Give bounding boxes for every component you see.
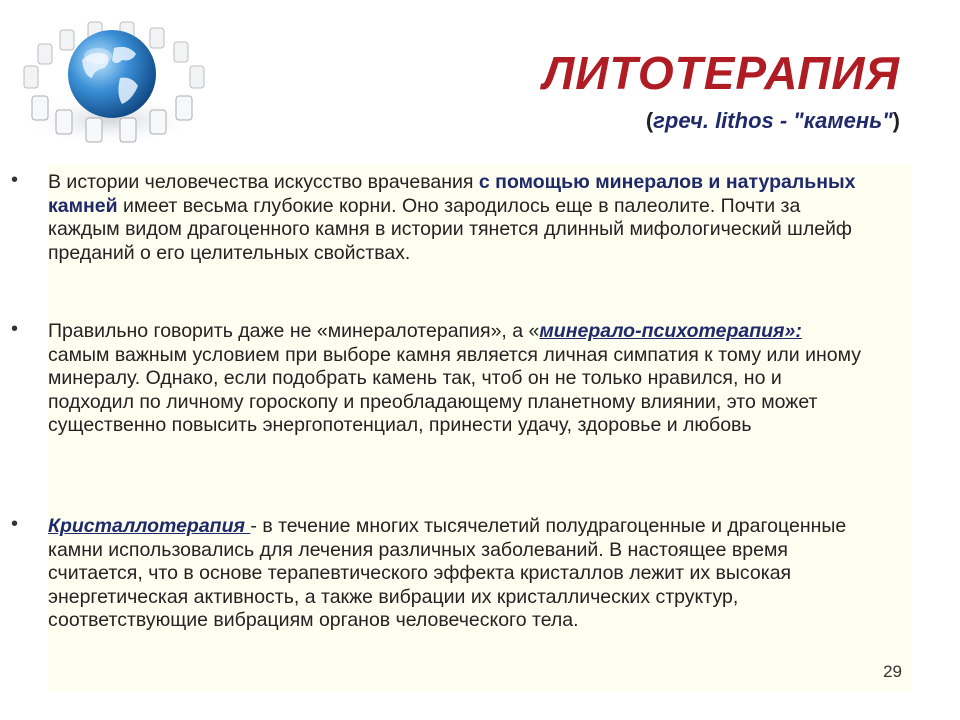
bullet-text: самым важным условием при выборе камня является личная симпатия к тому или иному минералу. Однако, если подобрать камень так, чтоб он не только нравился, но и подходил по личному гороскопу и преобладающему планетному влиянии, это может существенно повысить энергопотенциал, принести удачу, здоровье и любовь	[48, 343, 861, 436]
bullet-item	[11, 318, 868, 438]
bullet-item	[11, 513, 868, 633]
bullet-dot-icon: •	[11, 318, 19, 340]
bullet-highlight: с помощью минералов и натуральных камней	[48, 171, 856, 217]
subtitle-text: греч. lithos - "камень"	[653, 108, 893, 133]
globe-chairs-logo-icon	[10, 8, 215, 148]
bullet-text: имеет весьма глубокие корни. Оно зародилось еще в палеолите. Почти за каждым видом драгоценного камня в истории тянется длинный мифологический шлейф преданий о его целительных свойствах.	[48, 194, 852, 264]
page-number: 29	[883, 662, 902, 681]
crystal-therapy-link[interactable]: Кристаллотерапия	[48, 515, 251, 537]
slide-title: ЛИТОТЕРАПИЯ	[542, 47, 900, 99]
bullet-text: В истории человечества искусство врачевания	[48, 171, 479, 193]
subtitle-open-paren: (	[645, 108, 654, 133]
bullet-text: Правильно говорить даже не «минералотерапия», а «	[48, 320, 540, 342]
bullet-text: - в течение многих тысячелетий полудрагоценные и драгоценные камни использовались для лечения различных заболеваний. В настоящее время считается, что в основе терапевтического эффекта кристаллов лежит их высокая энергетическая активность, а также вибрации их кристаллических структур, соответствующие вибрациям органов человеческого тела.	[48, 515, 847, 631]
mineral-psychotherapy-link[interactable]: минерало-психотерапия»:	[539, 320, 802, 342]
subtitle-close-paren: )	[892, 108, 900, 133]
slide-subtitle	[646, 108, 900, 134]
bullet-item	[11, 169, 868, 265]
bullet-dot-icon: •	[11, 169, 19, 191]
bullet-dot-icon: •	[11, 513, 19, 535]
